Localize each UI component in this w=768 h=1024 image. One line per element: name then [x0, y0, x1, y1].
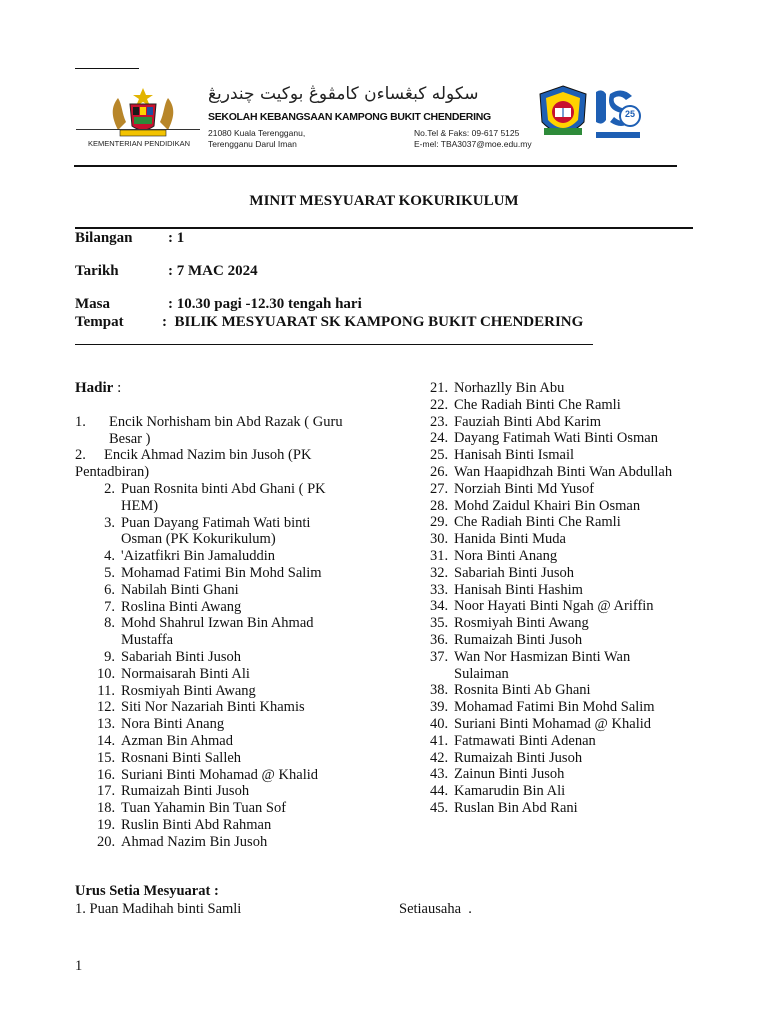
- school-email: E-mel: TBA3037@moe.edu.my: [414, 139, 532, 149]
- attendee-item: [97, 783, 397, 800]
- hadir-heading: [75, 380, 121, 397]
- attendee-item: [430, 649, 730, 683]
- school-phone: No.Tel & Faks: 09-617 5125: [414, 128, 520, 138]
- attendee-name: Normaisarah Binti Ali: [121, 665, 250, 682]
- attendee-name: Mohamad Fatimi Bin Mohd Salim: [454, 699, 655, 716]
- attendee-number: 16.: [97, 766, 116, 783]
- attendee-number: 8.: [104, 615, 115, 632]
- attendee-name: Che Radiah Binti Che Ramli: [454, 514, 621, 531]
- attendee-name: Azman Bin Ahmad: [121, 732, 233, 749]
- masa-value: : 10.30 pagi -12.30 tengah hari: [168, 296, 362, 312]
- tarikh-label: Tarikh: [75, 263, 119, 279]
- hadir-item-1-line2: Besar ): [109, 431, 151, 447]
- attendee-number: 30.: [430, 531, 449, 548]
- attendee-item: [430, 531, 730, 548]
- attendee-item: [430, 514, 730, 531]
- masa-label: Masa: [75, 296, 110, 312]
- attendee-number: 20.: [97, 833, 116, 850]
- attendee-name: Roslina Binti Awang: [121, 598, 242, 615]
- attendee-number: 9.: [104, 648, 115, 665]
- attendee-item: [97, 733, 397, 750]
- attendee-name: Rosnani Binti Salleh: [121, 749, 242, 766]
- attendee-name: Noor Hayati Binti Ngah @ Ariffin: [454, 598, 654, 615]
- attendee-item: [430, 447, 730, 464]
- attendee-name: Fatmawati Binti Adenan: [454, 732, 596, 749]
- attendee-name: Rosmiyah Binti Awang: [121, 682, 256, 699]
- attendee-name: HEM): [121, 497, 159, 514]
- attendee-number: 37.: [430, 648, 449, 665]
- ministry-label: KEMENTERIAN PENDIDIKAN: [88, 139, 191, 148]
- attendee-item: [97, 515, 397, 549]
- attendee-name: Wan Haapidhzah Binti Wan Abdullah: [454, 463, 673, 480]
- attendee-number: 44.: [430, 783, 449, 800]
- attendee-number: 35.: [430, 615, 449, 632]
- attendee-number: 15.: [97, 749, 116, 766]
- attendee-number: 33.: [430, 581, 449, 598]
- attendee-item: [97, 548, 397, 565]
- attendee-name: Rumaizah Binti Jusoh: [454, 631, 583, 648]
- attendee-number: 23.: [430, 413, 449, 430]
- anniversary-logo: [592, 86, 644, 142]
- attendee-item: [97, 615, 397, 649]
- attendee-name: Sulaiman: [454, 665, 509, 682]
- attendee-number: 22.: [430, 396, 449, 413]
- bilangan-label: Bilangan: [75, 230, 133, 246]
- urus-setia-item: 1. Puan Madihah binti Samli: [75, 901, 242, 917]
- attendee-number: 45.: [430, 799, 449, 816]
- attendee-item: [97, 699, 397, 716]
- attendee-number: 13.: [97, 716, 116, 733]
- attendee-number: 29.: [430, 514, 449, 531]
- hadir-item-1-num: 1.: [75, 414, 86, 430]
- attendee-number: 40.: [430, 715, 449, 732]
- meta-rule: [75, 344, 593, 345]
- attendee-number: 43.: [430, 766, 449, 783]
- attendee-name: Suriani Binti Mohamad @ Khalid: [121, 766, 319, 783]
- attendee-number: 25.: [430, 447, 449, 464]
- attendee-number: 24.: [430, 430, 449, 447]
- attendee-list-right: [430, 380, 730, 817]
- attendee-name: Puan Rosnita binti Abd Ghani ( PK: [121, 481, 326, 497]
- attendee-number: 7.: [104, 598, 115, 615]
- attendee-name: Dayang Fatimah Wati Binti Osman: [454, 430, 658, 447]
- attendee-item: [430, 615, 730, 632]
- hadir-item-2-line2: Pentadbiran): [75, 464, 150, 480]
- attendee-item: [97, 834, 397, 851]
- attendee-number: 2.: [104, 481, 115, 497]
- attendee-item: [97, 666, 397, 683]
- hadir-item-1-line1: Encik Norhisham bin Abd Razak ( Guru: [109, 414, 343, 430]
- ministry-rule: [76, 129, 200, 130]
- attendee-name: Puan Dayang Fatimah Wati binti: [121, 514, 311, 531]
- minutes-title: MINIT MESYUARAT KOKURIKULUM: [249, 193, 519, 209]
- attendee-item: [97, 649, 397, 666]
- hadir-label: Hadir: [75, 380, 114, 396]
- attendee-name: Zainun Binti Jusoh: [454, 766, 565, 783]
- top-short-rule: [75, 68, 139, 69]
- attendee-item: [430, 565, 730, 582]
- attendee-number: 26.: [430, 463, 449, 480]
- attendee-number: 6.: [104, 581, 115, 598]
- attendee-number: 17.: [97, 783, 116, 800]
- attendee-list-left: [97, 481, 397, 851]
- attendee-number: 36.: [430, 631, 449, 648]
- attendee-name: Norhazlly Bin Abu: [454, 380, 565, 396]
- attendee-number: 19.: [97, 816, 116, 833]
- attendee-number: 12.: [97, 699, 116, 716]
- attendee-number: 4.: [104, 548, 115, 565]
- bilangan-value: : 1: [168, 230, 185, 246]
- attendee-item: [97, 565, 397, 582]
- attendee-name: Norziah Binti Md Yusof: [454, 480, 595, 497]
- page-number: 1: [75, 958, 83, 974]
- attendee-number: 28.: [430, 497, 449, 514]
- title-rule: [75, 227, 693, 229]
- attendee-item: [430, 414, 730, 431]
- attendee-item: [97, 800, 397, 817]
- school-address-line1: 21080 Kuala Terengganu,: [208, 128, 306, 138]
- attendee-item: [430, 582, 730, 599]
- attendee-number: 21.: [430, 380, 449, 396]
- attendee-number: 5.: [104, 564, 115, 581]
- attendee-number: 42.: [430, 749, 449, 766]
- attendee-name: Nabilah Binti Ghani: [121, 581, 239, 598]
- school-jawi-name: سكوله كبڠساءن كامڤوڠ بوكيت چندريڠ: [208, 84, 479, 104]
- attendee-name: Ahmad Nazim Bin Jusoh: [121, 833, 268, 850]
- attendee-item: [430, 481, 730, 498]
- school-address-line2: Terengganu Darul Iman: [208, 139, 297, 149]
- attendee-item: [97, 750, 397, 767]
- attendee-item: [430, 766, 730, 783]
- attendee-name: Tuan Yahamin Bin Tuan Sof: [121, 800, 287, 817]
- letterhead-rule: [74, 165, 677, 167]
- attendee-name: Mustaffa: [121, 632, 174, 649]
- attendee-item: [430, 430, 730, 447]
- attendee-name: Nora Binti Anang: [454, 547, 558, 564]
- tempat-label: Tempat: [75, 314, 124, 330]
- attendee-item: [430, 598, 730, 615]
- attendee-name: Mohamad Fatimi Bin Mohd Salim: [121, 564, 322, 581]
- anniversary-badge-text: 25: [624, 109, 635, 119]
- attendee-item: [430, 380, 730, 397]
- attendee-name: Mohd Shahrul Izwan Bin Ahmad: [121, 615, 314, 632]
- attendee-item: [97, 683, 397, 700]
- attendee-number: 39.: [430, 699, 449, 716]
- attendee-item: [430, 750, 730, 767]
- attendee-item: [430, 733, 730, 750]
- attendee-name: Osman (PK Kokurikulum): [121, 531, 276, 548]
- attendee-name: Hanisah Binti Hashim: [454, 581, 583, 598]
- attendee-name: Siti Nor Nazariah Binti Khamis: [121, 699, 305, 716]
- attendee-name: Rosnita Binti Ab Ghani: [454, 682, 591, 699]
- attendee-item: [97, 582, 397, 599]
- attendee-item: [430, 783, 730, 800]
- school-badge-logo: [536, 84, 590, 146]
- urus-setia-label: Urus Setia Mesyuarat :: [75, 883, 219, 899]
- urus-setia-role: Setiausaha .: [399, 901, 472, 917]
- attendee-number: 34.: [430, 598, 449, 615]
- attendee-number: 3.: [104, 514, 115, 531]
- attendee-name: Ruslan Bin Abd Rani: [454, 799, 578, 816]
- attendee-name: Che Radiah Binti Che Ramli: [454, 396, 621, 413]
- hadir-colon: :: [113, 380, 122, 396]
- attendee-name: Sabariah Binti Jusoh: [454, 564, 575, 581]
- national-crest-logo: [104, 86, 182, 142]
- attendee-item: [430, 464, 730, 481]
- attendee-item: [430, 800, 730, 817]
- attendee-name: Sabariah Binti Jusoh: [121, 648, 242, 665]
- attendee-item: [97, 767, 397, 784]
- attendee-number: 32.: [430, 564, 449, 581]
- attendee-number: 27.: [430, 480, 449, 497]
- attendee-name: Suriani Binti Mohamad @ Khalid: [454, 715, 652, 732]
- attendee-number: 31.: [430, 547, 449, 564]
- attendee-name: Hanida Binti Muda: [454, 531, 566, 548]
- attendee-item: [430, 682, 730, 699]
- attendee-item: [97, 599, 397, 616]
- attendee-name: Fauziah Binti Abd Karim: [454, 413, 601, 430]
- attendee-name: Kamarudin Bin Ali: [454, 783, 566, 800]
- attendee-number: 11.: [97, 682, 115, 699]
- attendee-name: Rosmiyah Binti Awang: [454, 615, 589, 632]
- attendee-item: [430, 632, 730, 649]
- attendee-item: [430, 699, 730, 716]
- school-name: SEKOLAH KEBANGSAAN KAMPONG BUKIT CHENDERING: [208, 111, 491, 123]
- hadir-item-2-line1: 2. Encik Ahmad Nazim bin Jusoh (PK: [75, 447, 312, 463]
- attendee-name: Mohd Zaidul Khairi Bin Osman: [454, 497, 641, 514]
- attendee-name: 'Aizatfikri Bin Jamaluddin: [121, 548, 276, 565]
- attendee-item: [430, 397, 730, 414]
- attendee-number: 14.: [97, 732, 116, 749]
- attendee-item: [430, 548, 730, 565]
- tempat-value: : BILIK MESYUARAT SK KAMPONG BUKIT CHENDERING: [162, 314, 584, 330]
- attendee-name: Nora Binti Anang: [121, 716, 225, 733]
- attendee-name: Wan Nor Hasmizan Binti Wan: [454, 648, 631, 665]
- attendee-number: 10.: [97, 665, 116, 682]
- attendee-name: Ruslin Binti Abd Rahman: [121, 816, 272, 833]
- attendee-item: [97, 716, 397, 733]
- attendee-name: Rumaizah Binti Jusoh: [121, 783, 250, 800]
- attendee-number: 41.: [430, 732, 449, 749]
- attendee-number: 38.: [430, 682, 449, 699]
- attendee-name: Rumaizah Binti Jusoh: [454, 749, 583, 766]
- attendee-number: 18.: [97, 800, 116, 817]
- attendee-item: [430, 498, 730, 515]
- attendee-name: Hanisah Binti Ismail: [454, 447, 575, 464]
- tarikh-value: : 7 MAC 2024: [168, 263, 258, 279]
- attendee-item: [430, 716, 730, 733]
- attendee-item: [97, 481, 397, 515]
- attendee-item: [97, 817, 397, 834]
